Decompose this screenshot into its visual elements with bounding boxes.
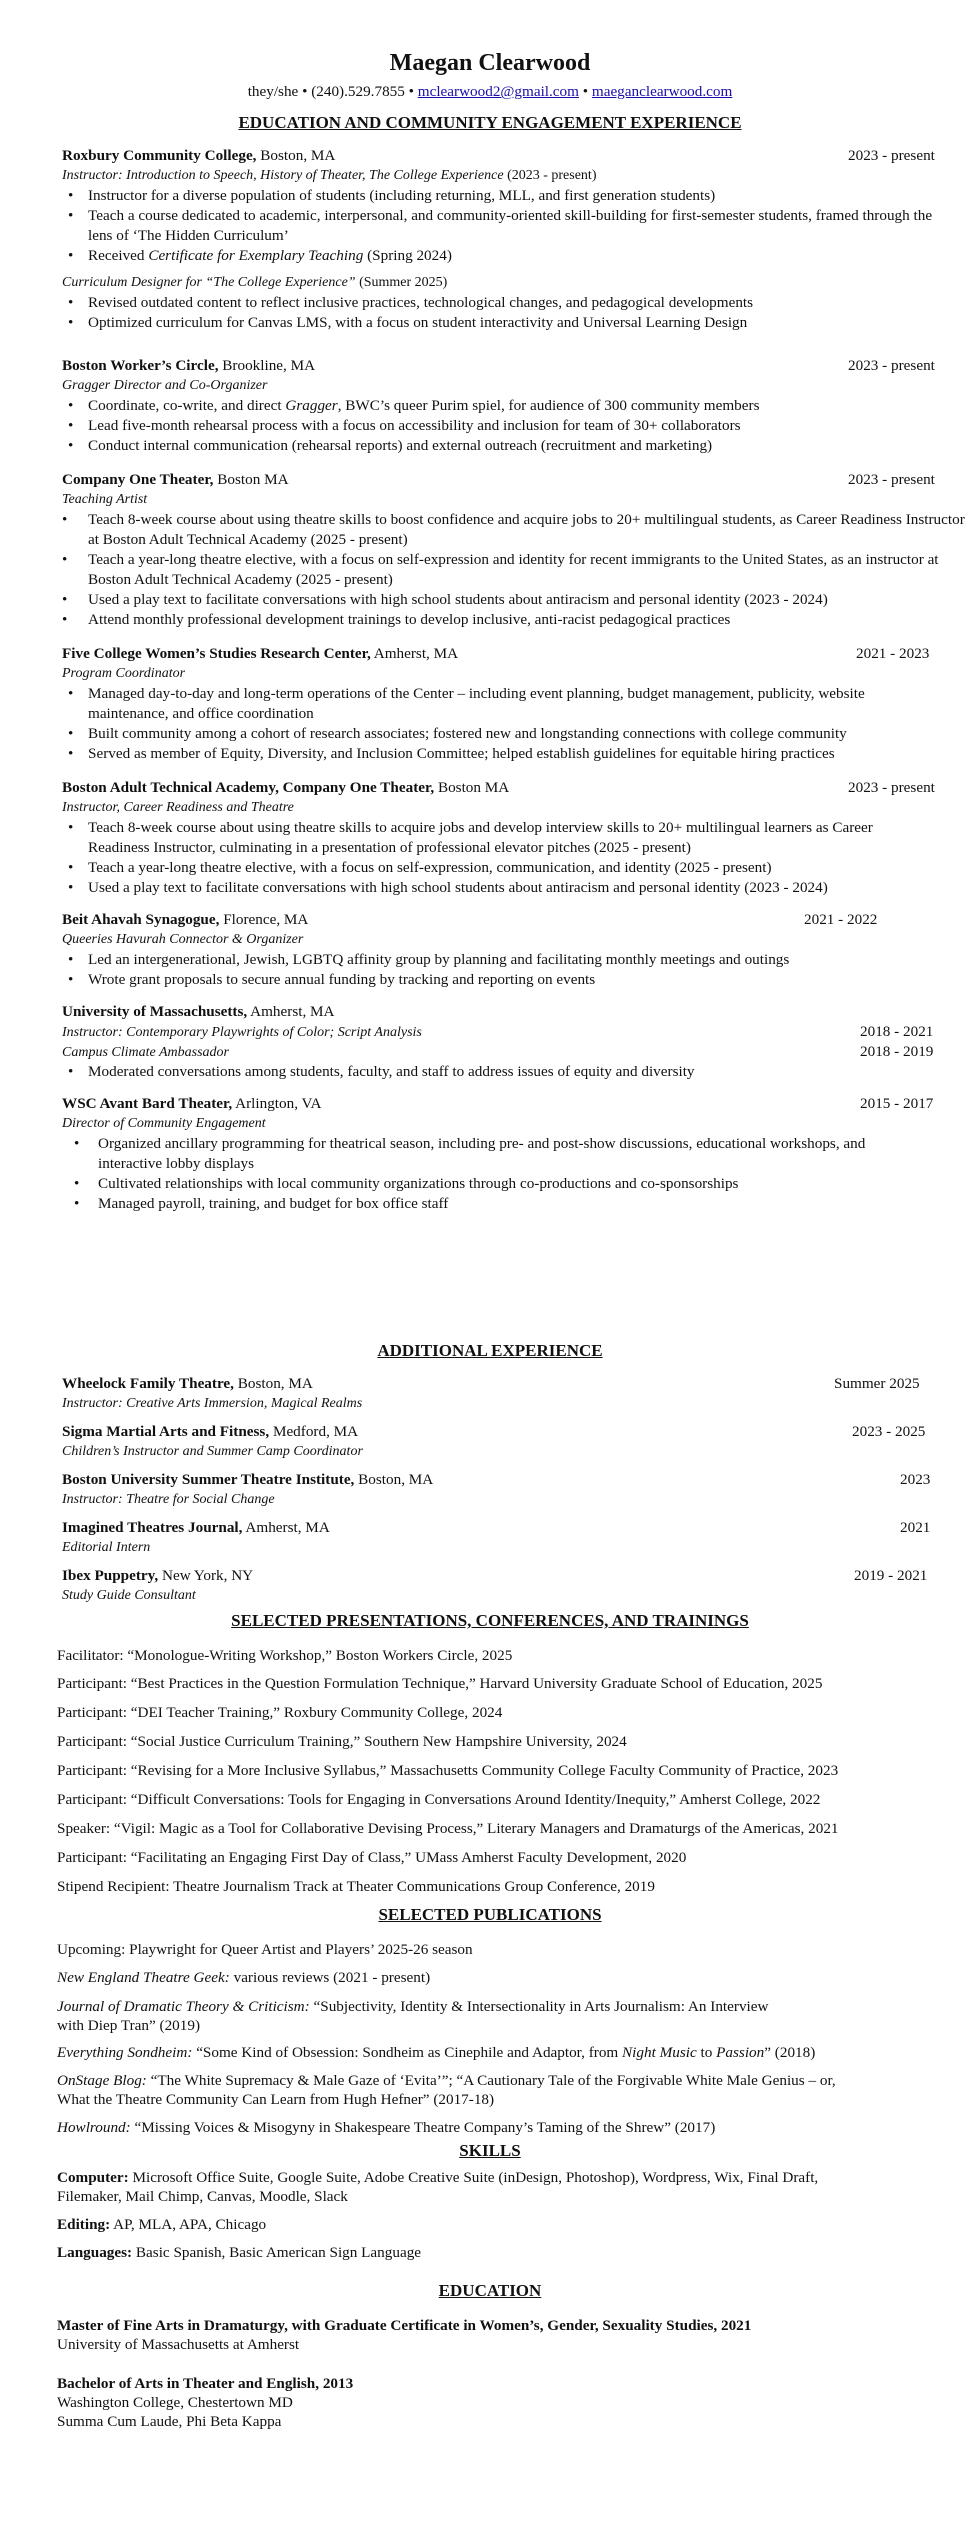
presentation-item: Facilitator: “Monologue-Writing Workshop,” Boston Workers Circle, 2025 [57, 1647, 513, 1664]
publication-item: Upcoming: Playwright for Queer Artist and Players’ 2025-26 season [57, 1941, 473, 1958]
org-name: Company One Theater, [62, 471, 214, 488]
publication-item [57, 2043, 815, 2063]
bullet-item: • Teach a year-long theatre elective, with a focus on self-expression, communication, and identity (2025 - present) [88, 858, 936, 878]
entry-header [62, 1094, 952, 1114]
role-title: Curriculum Designer for “The College Experience” [62, 275, 356, 290]
presentation-item: Participant: “Difficult Conversations: Tools for Engaging in Conversations Around Identity/Inequity,” Amherst College, 2022 [57, 1791, 821, 1808]
production-title: Gragger [285, 397, 338, 414]
bullet-item: • Wrote grant proposals to secure annual funding by tracking and reporting on events [88, 970, 936, 990]
publication-item [57, 2071, 836, 2091]
bullet-item: • Built community among a cohort of research associates; fostered new and longstanding connections with college community [88, 724, 936, 744]
org-location: Boston MA [213, 471, 289, 488]
section-heading-publications: SELECTED PUBLICATIONS [378, 1905, 602, 1924]
skill-value: Microsoft Office Suite, Google Suite, Adobe Creative Suite (inDesign, Photoshop), Wordpress, Wix, Final Draft, [128, 2169, 819, 2186]
skill-computer-continuation: Filemaker, Mail Chimp, Canvas, Moodle, Slack [57, 2188, 348, 2205]
entry-header [62, 1422, 952, 1442]
entry-header [62, 1002, 952, 1022]
experience-entry [62, 356, 952, 456]
publication-item [57, 2118, 715, 2138]
entry-dates: 2015 - 2017 [860, 1095, 934, 1112]
entry-header [62, 146, 952, 166]
skill-languages [57, 2243, 421, 2263]
publication-continuation: What the Theatre Community Can Learn from Hugh Hefner” (2017-18) [57, 2091, 495, 2108]
school: Washington College, Chestertown MD [57, 2394, 293, 2411]
bullet-list [88, 510, 968, 630]
bullet-text: Received [88, 247, 149, 264]
publication-text: ” (2018) [764, 2044, 816, 2061]
additional-entry [62, 1518, 952, 1558]
bullet-item: • Moderated conversations among students, faculty, and staff to address issues of equity and diversity [88, 1062, 936, 1082]
contact-separator: • [582, 83, 589, 100]
entry-header [62, 470, 952, 490]
role-title: Instructor, Career Readiness and Theatre [62, 800, 294, 815]
bullet-item: • Used a play text to facilitate conversations with high school students about antiracism and personal identity (2023 - 2024) [88, 878, 936, 898]
experience-entry [62, 1094, 952, 1214]
degree: Master of Fine Arts in Dramaturgy, with Graduate Certificate in Women’s, Gender, Sexuality Studies, 2021 [57, 2317, 752, 2334]
org-name: Boston Adult Technical Academy, Company One Theater, [62, 779, 435, 796]
bullet-item: • Teach 8-week course about using theatre skills to boost confidence and acquire jobs to 20+ multilingual students, as Career Readiness Instructor at Boston Adult Technical Academy (2025 - present) [88, 510, 968, 550]
org-location: Amherst, MA [242, 1519, 330, 1536]
entry-dates: 2023 [900, 1471, 931, 1488]
entry-header [62, 910, 952, 930]
org-name: Imagined Theatres Journal, [62, 1519, 243, 1536]
section-heading-additional: ADDITIONAL EXPERIENCE [377, 1341, 603, 1360]
role-line [62, 166, 952, 186]
publication-item [57, 1997, 768, 2017]
pronouns-phone: they/she • (240).529.7855 • [247, 83, 414, 100]
org-location: Amherst, MA [247, 1003, 335, 1020]
entry-header [62, 356, 952, 376]
org-location: Boston, MA [233, 1375, 313, 1392]
section-heading-education: EDUCATION [438, 2281, 542, 2300]
role-title: Gragger Director and Co-Organizer [62, 378, 268, 393]
skill-value: AP, MLA, APA, Chicago [110, 2216, 267, 2233]
bullet-item: • Managed day-to-day and long-term operations of the Center – including event planning, budget management, publicity, website maintenance, and office coordination [88, 684, 936, 724]
role-title: Queeries Havurah Connector & Organizer [62, 932, 304, 947]
entry-dates: 2023 - present [848, 471, 935, 488]
school: University of Massachusetts at Amherst [57, 2336, 300, 2353]
publication-outlet: Everything Sondheim: [57, 2044, 193, 2061]
bullet-list [88, 684, 936, 764]
entry-header [62, 1470, 952, 1490]
org-location: Florence, MA [219, 911, 309, 928]
section-heading-skills: SKILLS [459, 2141, 521, 2160]
entry-header [62, 644, 952, 664]
entry-dates: 2018 - 2019 [860, 1043, 934, 1060]
org-location: Boston, MA [256, 147, 336, 164]
entry-header [62, 1566, 952, 1586]
honors: Summa Cum Laude, Phi Beta Kappa [57, 2413, 282, 2430]
org-location: Amherst, MA [370, 645, 459, 662]
role-title: Teaching Artist [62, 492, 148, 507]
role-line [62, 273, 952, 293]
additional-entry [62, 1470, 952, 1510]
publication-outlet: Journal of Dramatic Theory & Criticism: [57, 1998, 310, 2015]
skill-value: Basic Spanish, Basic American Sign Language [132, 2244, 422, 2261]
additional-entry [62, 1566, 952, 1606]
section-heading-presentations: SELECTED PRESENTATIONS, CONFERENCES, AND TRAININGS [231, 1611, 749, 1630]
entry-header [62, 1374, 952, 1394]
org-name: Roxbury Community College, [62, 147, 257, 164]
publication-outlet: New England Theatre Geek: [57, 1969, 230, 1986]
role-title: Campus Climate Ambassador [62, 1045, 229, 1060]
bullet-item [88, 396, 936, 416]
publication-outlet: OnStage Blog: [57, 2072, 147, 2089]
org-name: Boston University Summer Theatre Institute, [62, 1471, 355, 1488]
experience-entry [62, 778, 952, 898]
bullet-list [88, 1062, 936, 1082]
bullet-item: • Revised outdated content to reflect inclusive practices, technological changes, and pedagogical developments [88, 293, 936, 313]
role-title: Instructor: Contemporary Playwrights of Color; Script Analysis [62, 1025, 422, 1040]
org-name: Five College Women’s Studies Research Center, [62, 645, 371, 662]
award-title: Certificate for Exemplary Teaching [148, 247, 364, 264]
entry-dates: 2021 [900, 1519, 931, 1536]
publication-item [57, 1968, 430, 1988]
presentation-item: Participant: “Best Practices in the Question Formulation Technique,” Harvard University Graduate School of Education, 2025 [57, 1675, 823, 1692]
experience-entry [62, 910, 952, 990]
bullet-item: • Cultivated relationships with local community organizations through co-productions and co-sponsorships [98, 1174, 918, 1194]
experience-entry [62, 644, 952, 764]
role-title: Instructor: Creative Arts Immersion, Magical Realms [62, 1396, 363, 1411]
entry-dates: 2021 - 2022 [804, 911, 878, 928]
org-name: Wheelock Family Theatre, [62, 1375, 234, 1392]
bullet-item: • Optimized curriculum for Canvas LMS, with a focus on student interactivity and Universal Learning Design [88, 313, 936, 333]
entry-dates: 2023 - present [848, 357, 935, 374]
role-title: Instructor: Introduction to Speech, History of Theater, The College Experience [62, 168, 504, 183]
entry-dates: 2023 - present [848, 779, 935, 796]
additional-entry [62, 1374, 952, 1414]
bullet-item: • Used a play text to facilitate conversations with high school students about antiracism and personal identity (2023 - 2024) [88, 590, 968, 610]
publication-text: “Subjectivity, Identity & Intersectionality in Arts Journalism: An Interview [309, 1998, 769, 2015]
bullet-list [98, 1134, 918, 1214]
org-location: Boston, MA [354, 1471, 434, 1488]
org-location: New York, NY [158, 1567, 254, 1584]
presentation-item: Participant: “Social Justice Curriculum Training,” Southern New Hampshire University, 2024 [57, 1733, 627, 1750]
publication-text: “Some Kind of Obsession: Sondheim as Cinephile and Adaptor, from [192, 2044, 623, 2061]
bullet-list [88, 818, 936, 898]
website-link[interactable]: maeganclearwood.com [591, 83, 733, 100]
bullet-item: • Served as member of Equity, Diversity, and Inclusion Committee; helped establish guidelines for equitable hiring practices [88, 744, 936, 764]
entry-dates: 2023 - 2025 [852, 1423, 926, 1440]
entry-dates: Summer 2025 [834, 1375, 920, 1392]
role-title: Instructor: Theatre for Social Change [62, 1492, 275, 1507]
presentation-item: Participant: “Facilitating an Engaging First Day of Class,” UMass Amherst Faculty Development, 2020 [57, 1849, 687, 1866]
org-location: Arlington, VA [232, 1095, 322, 1112]
bullet-item [88, 246, 936, 266]
role-row [62, 1022, 952, 1042]
skill-computer [57, 2168, 818, 2188]
entry-dates: 2021 - 2023 [856, 645, 930, 662]
publication-text: to [696, 2044, 717, 2061]
publication-text: “Missing Voices & Misogyny in Shakespeare Theatre Company’s Taming of the Shrew” (2017) [130, 2119, 716, 2136]
bullet-item: • Managed payroll, training, and budget for box office staff [98, 1194, 918, 1214]
publication-text: “The White Supremacy & Male Gaze of ‘Evita’”; “A Cautionary Tale of the Forgivable White Male Genius – or, [146, 2072, 836, 2089]
role-dates: (2023 - present) [503, 168, 597, 183]
bullet-item: • Led an intergenerational, Jewish, LGBTQ affinity group by planning and facilitating monthly meetings and outings [88, 950, 936, 970]
work-title: Passion [716, 2044, 765, 2061]
bullet-item: • Teach a year-long theatre elective, with a focus on self-expression and identity for recent immigrants to the United States, as an instructor at Boston Adult Technical Academy (2025 - present) [88, 550, 968, 590]
role-row [62, 1042, 952, 1062]
bullet-text: , BWC’s queer Purim spiel, for audience of 300 community members [337, 397, 760, 414]
publication-outlet: Howlround: [57, 2119, 131, 2136]
org-name: WSC Avant Bard Theater, [62, 1095, 233, 1112]
skill-editing [57, 2215, 266, 2235]
bullet-text: Coordinate, co-write, and direct [88, 397, 286, 414]
role-title: Editorial Intern [62, 1540, 151, 1555]
org-name: Ibex Puppetry, [62, 1567, 159, 1584]
bullet-list [88, 950, 936, 990]
resume-name: Maegan Clearwood [389, 50, 591, 76]
role-dates: (Summer 2025) [355, 275, 448, 290]
bullet-list [88, 293, 936, 333]
experience-entry [62, 1002, 952, 1082]
section-heading-education-community: EDUCATION AND COMMUNITY ENGAGEMENT EXPERIENCE [238, 113, 742, 132]
entry-header [62, 778, 952, 798]
bullet-list [88, 186, 936, 266]
presentation-item: Speaker: “Vigil: Magic as a Tool for Collaborative Devising Process,” Literary Managers and Dramaturgs of the Americas, 2021 [57, 1820, 839, 1837]
org-name: Beit Ahavah Synagogue, [62, 911, 220, 928]
contact-line [0, 82, 980, 102]
bullet-list [88, 396, 936, 456]
work-title: Night Music [622, 2044, 697, 2061]
bullet-item: • Lead five-month rehearsal process with a focus on accessibility and inclusion for team of 30+ collaborators [88, 416, 936, 436]
entry-dates: 2023 - present [848, 147, 935, 164]
entry-dates: 2019 - 2021 [854, 1567, 928, 1584]
skill-label: Languages: [57, 2244, 133, 2261]
bullet-item: • Conduct internal communication (rehearsal reports) and external outreach (recruitment and marketing) [88, 436, 936, 456]
org-name: University of Massachusetts, [62, 1003, 248, 1020]
role-title: Children’s Instructor and Summer Camp Coordinator [62, 1444, 363, 1459]
presentation-item: Stipend Recipient: Theatre Journalism Track at Theater Communications Group Conference, 2019 [57, 1878, 655, 1895]
presentation-item: Participant: “DEI Teacher Training,” Roxbury Community College, 2024 [57, 1704, 503, 1721]
entry-header [62, 1518, 952, 1538]
publication-continuation: with Diep Tran” (2019) [57, 2017, 201, 2034]
org-name: Boston Worker’s Circle, [62, 357, 219, 374]
org-location: Medford, MA [269, 1423, 359, 1440]
degree: Bachelor of Arts in Theater and English, 2013 [57, 2375, 354, 2392]
bullet-item: • Teach 8-week course about using theatre skills to acquire jobs and develop interview skills to 20+ multilingual learners as Career Readiness Instructor, culminating in a presentation of professional elevator pitches (2025 - present) [88, 818, 936, 858]
publication-text: various reviews (2021 - present) [229, 1969, 431, 1986]
skill-label: Computer: [57, 2169, 129, 2186]
experience-entry [62, 146, 952, 333]
bullet-text: (Spring 2024) [363, 247, 452, 264]
skill-label: Editing: [57, 2216, 111, 2233]
bullet-item: • Teach a course dedicated to academic, interpersonal, and community-oriented skill-building for first-semester students, framed through the lens of ‘The Hidden Curriculum’ [88, 206, 936, 246]
role-title: Study Guide Consultant [62, 1588, 196, 1603]
org-location: Boston MA [434, 779, 510, 796]
bullet-item: • Organized ancillary programming for theatrical season, including pre- and post-show discussions, educational workshops, and interactive lobby displays [98, 1134, 918, 1174]
email-link[interactable]: mclearwood2@gmail.com [417, 83, 579, 100]
bullet-item: • Instructor for a diverse population of students (including returning, MLL, and first generation students) [88, 186, 936, 206]
experience-entry [62, 470, 965, 630]
role-title: Director of Community Engagement [62, 1116, 266, 1131]
role-title: Program Coordinator [62, 666, 186, 681]
org-name: Sigma Martial Arts and Fitness, [62, 1423, 270, 1440]
entry-dates: 2018 - 2021 [860, 1023, 934, 1040]
presentation-item: Participant: “Revising for a More Inclusive Syllabus,” Massachusetts Community College Faculty Community of Practice, 2023 [57, 1762, 839, 1779]
bullet-item: • Attend monthly professional development trainings to develop inclusive, anti-racist pedagogical practices [88, 610, 968, 630]
additional-entry [62, 1422, 952, 1462]
org-location: Brookline, MA [218, 357, 316, 374]
